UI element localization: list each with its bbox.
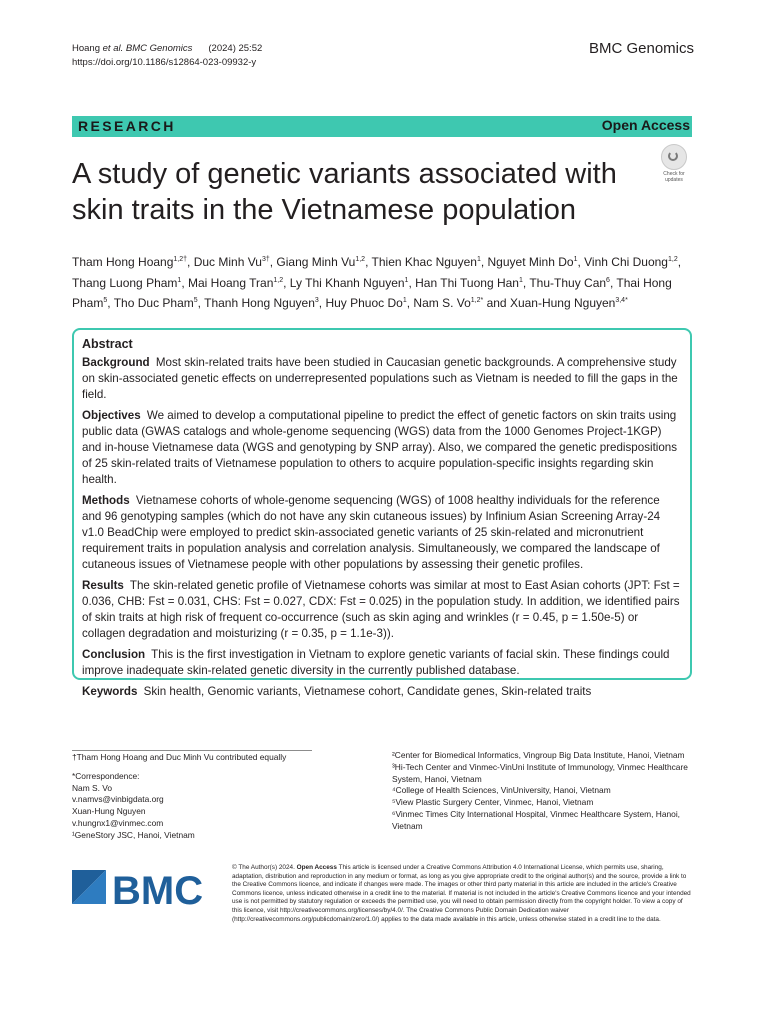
- citation-authors: Hoang: [72, 43, 103, 54]
- abstract-section-text: Most skin-related traits have been studied in Caucasian genetic backgrounds. A comprehensive study on skin-associated genetic effects on underrepresented populations such as Vietnam is needed to fill the gaps in the field.: [82, 356, 678, 401]
- author-affiliation: 1,2: [273, 276, 284, 284]
- abstract-section-keywords: [82, 684, 682, 700]
- article-type: RESEARCH: [78, 118, 176, 134]
- abstract-section-label: Objectives: [82, 409, 141, 422]
- abstract-section-label: Keywords: [82, 685, 138, 698]
- abstract-box: [72, 328, 692, 698]
- author-list: Tham Hong Hoang$^{1,2\dagger}$, Duc Minh $Vu^{3\dagger}$, Giang Minh Vu$^{1,2}$, Thien Khac Nguyen$^1$, Nguyet Minh Do$^1$, Vinh Chi Duong$^{1,2}$, Thang Luong Pham$^1$, Mai Hoang Tran$^{1,2}$, Ly Thi Khanh Nguyen$^1$, Han Thi Tuong Han$^1$, Thu-Thuy Can$^6$, Thai Hong Pham$^5$, Tho Duc Pham$^5$, Thanh Hong Nguyen$^3$, Huy Phuoc Do$^1$, Nam S. $Vo^{1,2*}$ and Xuan-Hung Nguyen$^{3,4*}$: [72, 255, 682, 310]
- footnotes-left: [72, 752, 352, 842]
- author-affiliation: 1,2†: [173, 256, 188, 263]
- abstract-section-label: Results: [82, 579, 124, 592]
- author-affiliation: 1,2: [355, 256, 366, 263]
- author-name: Thang Luong Pham: [72, 275, 178, 290]
- abstract-content: [82, 336, 682, 705]
- footnote-affiliation: ⁴College of Health Sciences, VinUniversity, Hanoi, Vietnam: [392, 785, 611, 796]
- running-header: [72, 42, 262, 70]
- author-name: Huy Phuoc Do: [325, 296, 403, 310]
- abstract-section-text: We aimed to develop a computational pipeline to predict the effect of genetic factors on skin traits using public data (GWAS catalogs and whole-genome sequencing (WGS) data from the 1000 Genomes Project-1KGP) and in-house Vietnamese data (WGS and genotyping by SNP array). Also, we compared the genetic predispositions of 25 skin-related traits of Vietnamese population to others to acquire population-specific insights regarding skin health.: [82, 409, 678, 486]
- author-name: Thai Hong Pham: [72, 275, 672, 310]
- doi-link[interactable]: https://doi.org/10.1186/s12864-023-09932-y: [72, 57, 257, 68]
- author-name: Han Thi Tuong Han: [415, 275, 519, 290]
- open-access-label: Open Access: [601, 117, 690, 133]
- footnote-left-line: *Correspondence:: [72, 770, 140, 781]
- author-name: Tho Duc Pham: [113, 296, 194, 310]
- correspondence-email[interactable]: v.namvs@vinbigdata.org: [72, 794, 164, 805]
- bmc-logo-text: BMC: [112, 869, 204, 912]
- author-affiliation: 1: [476, 256, 481, 263]
- author-affiliation: 1,2*: [470, 297, 484, 304]
- author-name: Xuan-Hung Nguyen: [509, 296, 616, 310]
- footnote-divider: [72, 750, 312, 751]
- check-for-updates-button[interactable]: [656, 144, 692, 182]
- license-body: This article is licensed under a Creative Commons Attribution 4.0 International License, which permits use, sharing, adaptation, distribution and reproduction in any medium or format, as long as you give appropriate credit to the original author(s) and the source, provide a link to the Creative Commons licence, and indicate if changes were made. The images or other third party material in this article are included in the article's Creative Commons licence, unless indicated otherwise in a credit line to the material. If material is not included in the article's Creative Commons licence and your intended use is not permitted by statutory regulation or exceeds the permitted use, you will need to obtain permission directly from the copyright holder. To view a copy of this licence, visit http://creativecommons.org/licenses/by/4.0/. The Creative Commons Public Domain Dedication waiver (http://creativecommons.org/publicdomain/zero/1.0/) applies to the data made available in this article, unless otherwise stated in a credit line to the data.: [232, 864, 691, 923]
- author-affiliation: 6: [606, 276, 610, 284]
- author-affiliation: 1,2: [667, 256, 678, 263]
- journal-name: BMC Genomics: [588, 40, 694, 57]
- footnote-left-line: Xuan-Hung Nguyen: [72, 806, 146, 817]
- abstract-section-background: [82, 355, 682, 403]
- citation-line: [72, 42, 262, 56]
- citation-etal: et al. BMC Genomics: [102, 43, 193, 54]
- citation-year: (2024) 25:52: [208, 43, 263, 54]
- author-affiliation: 1: [177, 276, 182, 284]
- author-name: Duc Minh Vu: [193, 255, 262, 269]
- check-for-updates-icon: [661, 144, 687, 170]
- author-name: Giang Minh Vu: [276, 255, 356, 269]
- author-name: Tham Hong Hoang: [72, 255, 174, 269]
- abstract-section-text: Skin health, Genomic variants, Vietnamese cohort, Candidate genes, Skin-related traits: [143, 685, 592, 698]
- footnote-affiliation: ⁵View Plastic Surgery Center, Vinmec, Hanoi, Vietnam: [392, 797, 594, 808]
- author-affiliation: 1: [573, 256, 578, 263]
- abstract-section-methods: [82, 493, 682, 573]
- footnotes-right: [392, 750, 692, 833]
- author-affiliation: 1: [404, 276, 409, 284]
- abstract-section-label: Methods: [82, 494, 130, 507]
- author-affiliation: 3†: [261, 256, 270, 263]
- correspondence-email[interactable]: v.hungnx1@vinmec.com: [72, 817, 164, 828]
- abstract-section-results: [82, 578, 682, 642]
- footnote-left-line: ¹GeneStory JSC, Hanoi, Vietnam: [72, 829, 195, 840]
- author-name: Thu-Thuy Can: [529, 275, 607, 290]
- author-name: Vinh Chi Duong: [584, 255, 668, 269]
- abstract-section-objectives: [82, 408, 682, 488]
- abstract-section-label: Conclusion: [82, 648, 146, 661]
- author-name: Nam S. Vo: [413, 296, 471, 310]
- author-name: Nguyet Minh Do: [487, 255, 574, 269]
- abstract-heading: Abstract: [82, 337, 133, 351]
- license-open-access: Open Access: [296, 864, 337, 871]
- author-affiliation: 3: [314, 297, 319, 304]
- abstract-section-text: The skin-related genetic profile of Vietnamese cohorts was similar at most to East Asian cohorts (JPT: Fst = 0.036, CHB: Fst = 0.031, CHS: Fst = 0.027, CDX: Fst = 0.025) in the population study. In addition, we identified pairs of skin traits at high risk of frequent co-occurrence (such as skin aging and wrinkles (r = 0.45, p = 1.50e-5) or collagen degradation and moisturizing (r = 0.35, p = 1.1e-3)).: [82, 579, 680, 640]
- abstract-section-conclusion: [82, 647, 682, 679]
- article-type-banner: [72, 116, 692, 137]
- bmc-logo-icon: [72, 866, 214, 912]
- author-name: Thanh Hong Nguyen: [204, 296, 315, 310]
- author-affiliation: 5: [103, 297, 108, 304]
- footnote-left-line: †Tham Hong Hoang and Duc Minh Vu contributed equally: [72, 752, 287, 762]
- footnote-affiliation: ⁶Vinmec Times City International Hospital, Vinmec Healthcare System, Hanoi, Vietnam: [392, 808, 681, 831]
- abstract-section-text: This is the first investigation in Vietnam to explore genetic variants of facial skin. These findings could improve inadequate skin-related genetic diversity in the currently published database.: [82, 648, 670, 677]
- check-for-updates-label: Check for updates: [663, 171, 685, 183]
- footnote-affiliation: ³Hi-Tech Center and Vinmec-VinUni Institute of Immunology, Vinmec Healthcare System, Hanoi, Vietnam: [392, 761, 688, 784]
- abstract-section-label: Background: [82, 356, 150, 369]
- footnote-affiliation: ²Center for Biomedical Informatics, Vingroup Big Data Institute, Hanoi, Vietnam: [392, 750, 685, 760]
- license-text: [232, 864, 694, 924]
- author-affiliation: 1: [402, 297, 407, 304]
- abstract-section-text: Vietnamese cohorts of whole-genome sequencing (WGS) of 1008 healthy individuals for the reference and 96 genotyping samples (which do not have any skin cutaneous issues) by Infinium Asian Screening Array-24 v1.0 BeadChip were employed to predict skin-associated genetic variants of 25 skin-related and micronutrient requirement traits in population analysis and correlation analysis. Simultaneously, we compared the landscape of cutaneous issues of Vietnamese people with other populations by assessing their genetic profiles.: [82, 494, 661, 571]
- author-name: Ly Thi Khanh Nguyen: [289, 275, 405, 290]
- author-affiliation: 1: [518, 276, 523, 284]
- article-title: A study of genetic variants associated with skin traits in the Vietnamese population: [72, 158, 617, 226]
- author-affiliation: 3,4*: [615, 297, 628, 304]
- author-name: Mai Hoang Tran: [188, 275, 274, 290]
- footnote-left-line: Nam S. Vo: [72, 782, 113, 793]
- license-copyright: © The Author(s) 2024.: [232, 864, 295, 871]
- author-affiliation: 5: [193, 297, 198, 304]
- author-name: Thien Khac Nguyen: [371, 255, 477, 269]
